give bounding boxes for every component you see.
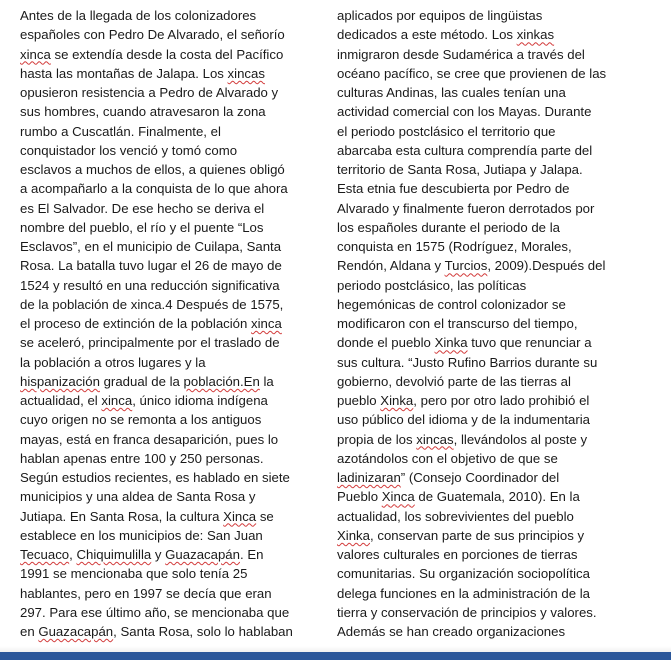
- text-line: pueblo Xinka, pero por otro lado prohibió el: [337, 393, 590, 408]
- text-line: Xinka, conservan parte de sus principios y: [337, 527, 585, 543]
- text-line: de la población de xinca.4 Después de 1575,: [20, 296, 284, 312]
- text-line: azotándolos con el objetivo de que se: [337, 450, 558, 466]
- text-line: propia de los xincas, llevándolos al poste y: [337, 431, 588, 447]
- text-line: conquista en 1575 (Rodríguez, Morales,: [337, 239, 572, 254]
- text-line: hegemónicas de control colonizador se: [337, 296, 566, 312]
- text-line: 1524 y resultó en una reducción significativa: [20, 277, 280, 293]
- text-line: periodo postclásico, las políticas: [337, 277, 527, 293]
- spellcheck-flag: Xinca: [381, 489, 415, 505]
- text-line: hasta las montañas de Jalapa. Los xincas: [20, 65, 265, 81]
- text-line: abarcaba esta cultura comprendía parte del: [337, 142, 593, 158]
- text-line: aplicados por equipos de lingüistas: [337, 8, 543, 23]
- spellcheck-flag: xinca: [251, 316, 282, 331]
- text-line: sus hombres, cuando atravesaron la zona: [20, 104, 266, 120]
- text-line: océano pacífico, se cree que provienen de las: [337, 65, 607, 81]
- text-line: dedicados a este método. Los xinkas: [337, 27, 555, 43]
- text-line: uso público del idioma y de la indumentaria: [337, 412, 591, 428]
- left-text-column: [20, 6, 293, 641]
- spellcheck-flag: población.En: [183, 373, 260, 389]
- text-line: opusieron resistencia a Pedro de Alvarado y: [20, 85, 279, 100]
- text-line: Pueblo Xinca de Guatemala, 2010). En la: [337, 489, 580, 505]
- text-line: municipios y una aldea de Santa Rosa y: [20, 489, 256, 505]
- spellcheck-flag: Guazacapán: [165, 547, 240, 562]
- text-line: hablan apenas entre 100 y 250 personas.: [20, 450, 264, 466]
- text-line: a acompañarlo a la conquista de lo que ahora: [20, 181, 288, 197]
- text-line: el proceso de extinción de la población xinca: [20, 316, 282, 331]
- spellcheck-flag: Xinca: [223, 508, 257, 524]
- spellcheck-flag: Xinka: [337, 527, 370, 543]
- text-line: hablantes, pero en 1997 se decía que eran: [20, 585, 272, 601]
- text-line: 1991 se mencionaba que solo tenía 25: [20, 566, 248, 582]
- text-line: modificaron con el transcurso del tiempo,: [337, 316, 578, 331]
- text-line: rumbo a Cuscatlán. Finalmente, el: [20, 123, 221, 139]
- text-line: Esclavos”, en el municipio de Cuilapa, Santa: [20, 239, 282, 254]
- spellcheck-flag: Xinka: [434, 335, 468, 351]
- spellcheck-flag: Xinka: [380, 393, 414, 408]
- text-line: actualidad, los sobrevivientes del pueblo: [337, 508, 574, 524]
- text-line: en Guazacapán, Santa Rosa, solo lo hablaban: [20, 624, 293, 639]
- text-line: nombre del pueblo, el río y el puente “Los: [20, 219, 264, 235]
- spellcheck-flag: xinkas: [516, 27, 555, 43]
- text-line: el periodo postclásico el territorio que: [337, 123, 556, 139]
- text-line: valores culturales en porciones de tierras: [337, 547, 578, 562]
- text-line: Rosa. La batalla tuvo lugar el 26 de mayo de: [20, 258, 282, 274]
- spellcheck-flag: Turcios: [444, 258, 488, 274]
- spellcheck-flag: Tecuaco: [20, 547, 70, 562]
- spellcheck-flag: xincas: [227, 65, 265, 81]
- spellcheck-flag: Guazacapán: [38, 624, 114, 639]
- text-line: 297. Para ese último año, se mencionaba que: [20, 604, 290, 620]
- text-line: inmigraron desde Sudamérica a través del: [337, 46, 585, 62]
- text-line: comunitarias. Su organización sociopolítica: [337, 566, 590, 582]
- text-line: esclavos a muchos de ellos, a quienes obligó: [20, 162, 285, 177]
- text-line: tierra y conservación de principios y valores.: [337, 604, 597, 620]
- text-line: es El Salvador. De ese hecho se deriva el: [20, 200, 265, 216]
- spellcheck-flag: Chiquimulilla: [76, 547, 152, 562]
- text-line: Alvarado y finalmente fueron derrotados por: [337, 200, 595, 216]
- text-line: Tecuaco, Chiquimulilla y Guazacapán. En: [20, 547, 264, 562]
- text-line: donde el pueblo Xinka tuvo que renunciar a: [337, 335, 592, 351]
- text-line: xinca se extendía desde la costa del Pacífico: [20, 46, 284, 62]
- text-line: ladinizaran” (Consejo Coordinador del: [337, 470, 560, 485]
- text-line: culturas Andinas, las cuales tenían una: [337, 85, 566, 100]
- text-line: sus cultura. “Justo Rufino Barrios durante su: [337, 354, 598, 370]
- text-line: Esta etnia fue descubierta por Pedro de: [337, 181, 570, 197]
- text-line: cuyo origen no se remonta a los antiguos: [20, 412, 262, 428]
- text-line: establece en los municipios de: San Juan: [20, 527, 263, 543]
- spellcheck-flag: hispanización: [20, 373, 100, 389]
- spellcheck-flag: ladinizaran: [337, 470, 401, 485]
- status-bar: [0, 652, 671, 660]
- text-line: se aceleró, principalmente por el traslado de: [20, 335, 280, 351]
- text-line: actualidad, el xinca, único idioma indígena: [20, 393, 268, 408]
- text-line: gobierno, devolvió parte de las tierras al: [337, 373, 571, 389]
- text-line: Jutiapa. En Santa Rosa, la cultura Xinca se: [20, 508, 274, 524]
- text-line: Rendón, Aldana y Turcios, 2009).Después del: [337, 258, 606, 274]
- spellcheck-flag: xinca: [101, 393, 133, 408]
- spellcheck-flag: xinca: [20, 46, 51, 62]
- text-line: Según estudios recientes, es hablado en siete: [20, 470, 290, 485]
- text-line: delega funciones en la administración de la: [337, 585, 590, 601]
- text-line: conquistador los venció y tomó como: [20, 142, 238, 158]
- text-line: la población a otros lugares y la: [20, 354, 206, 370]
- text-line: mayas, está en franca desaparición, pues lo: [20, 431, 279, 447]
- text-line: actividad comercial con los Mayas. Durante: [337, 104, 592, 120]
- text-line: territorio de Santa Rosa, Jutiapa y Jalapa.: [337, 162, 583, 177]
- text-line: hispanización gradual de la población.En la: [20, 373, 274, 389]
- right-text-column: [337, 6, 606, 641]
- spellcheck-flag: xincas: [416, 431, 454, 447]
- text-line: Antes de la llegada de los colonizadores: [20, 8, 257, 23]
- text-line: españoles con Pedro De Alvarado, el señorío: [20, 27, 285, 43]
- text-line: Además se han creado organizaciones: [337, 624, 566, 639]
- text-line: los españoles durante el periodo de la: [337, 219, 560, 235]
